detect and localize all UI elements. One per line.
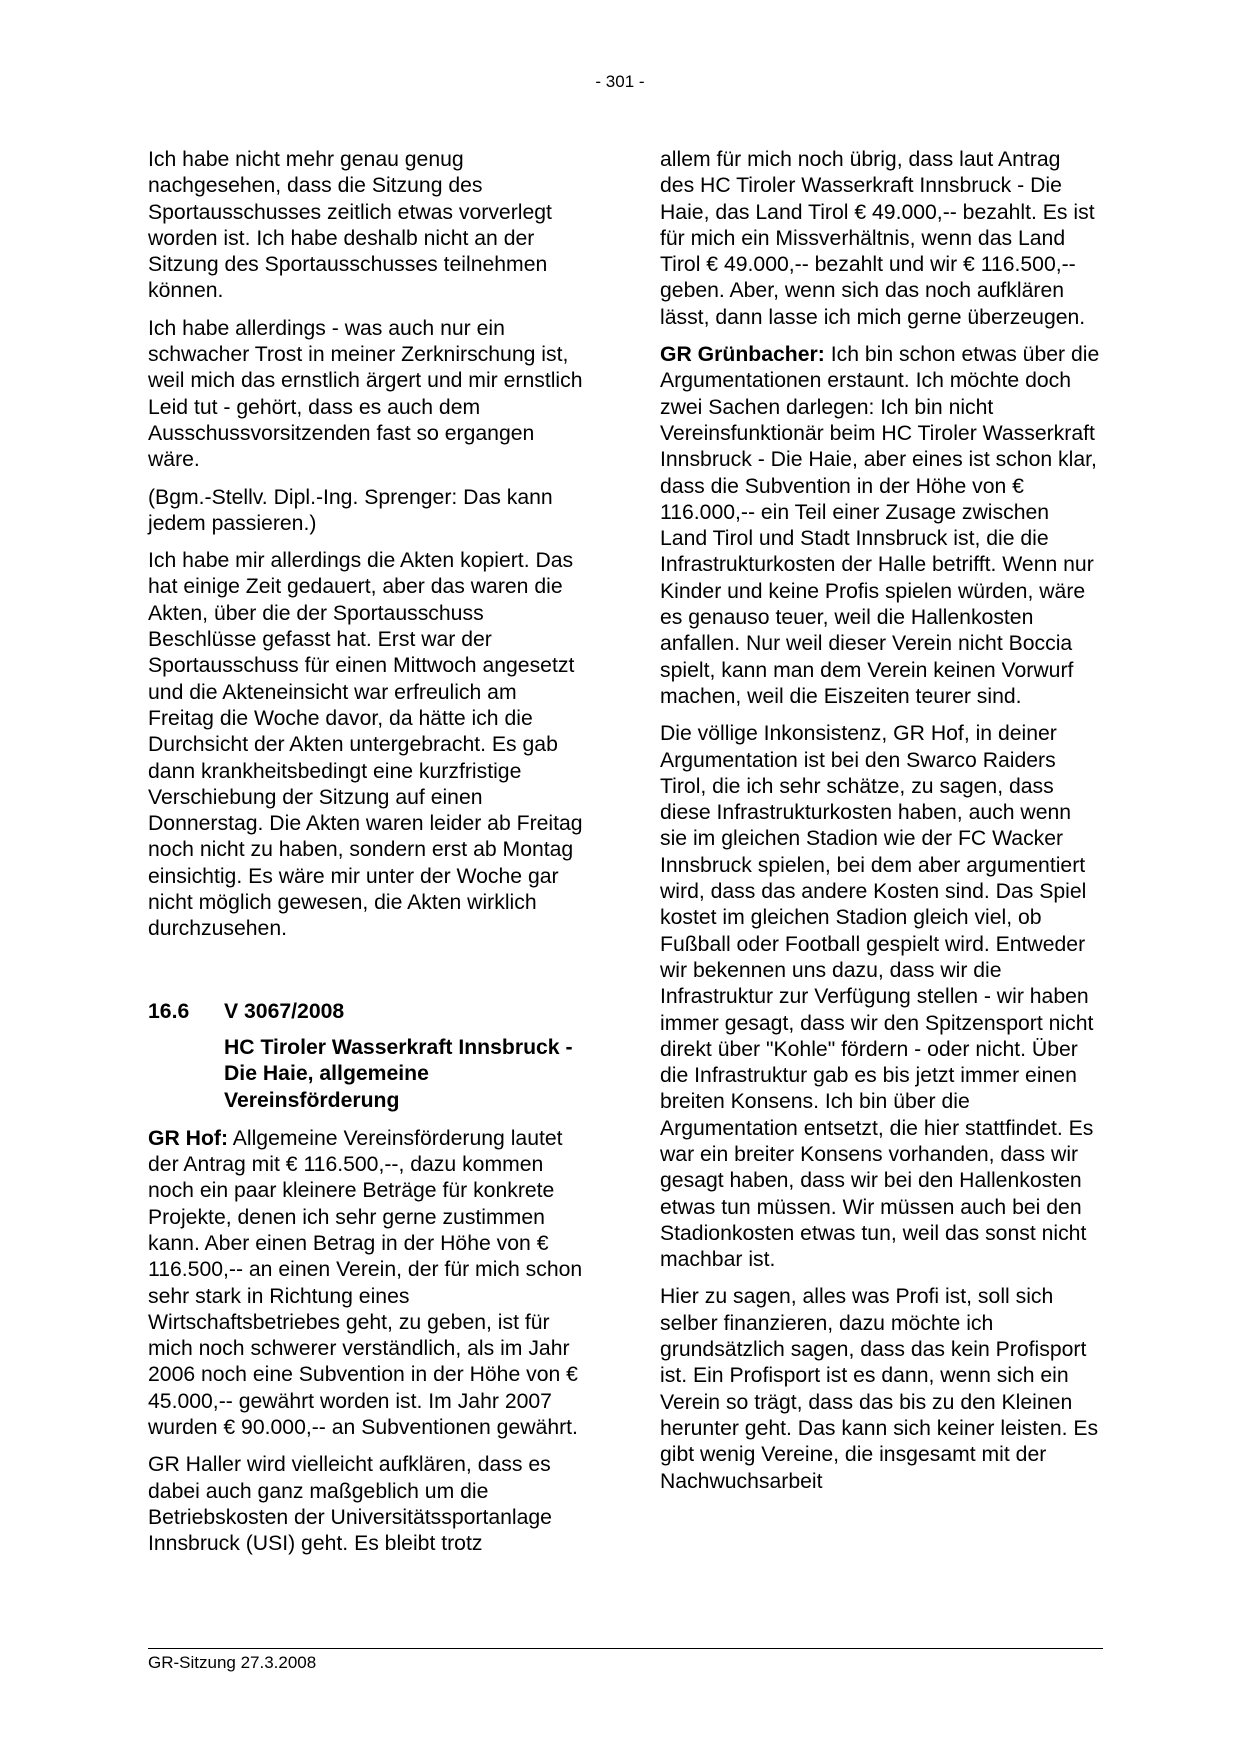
paragraph: Die völlige Inkonsistenz, GR Hof, in deiner Argumentation ist bei den Swarco Raiders Tirol, die ich sehr schätze, zu sagen, dass diese Infrastrukturkosten haben, auch wenn sie im gleichen Stadion wie der FC Wacker Innsbruck spielen, bei dem aber argumentiert wird, dass das andere Kosten sind. Das Spiel kostet im gleichen Stadion gleich viel, ob Fußball oder Football gespielt wird. Entweder wir bekennen uns dazu, dass wir die Infrastruktur zur Verfügung stellen - wir haben immer gesagt, dass wir den Spitzensport nicht direkt über "Kohle" fördern - oder nicht. Über die Infrastruktur gab es bis jetzt immer einen breiten Konsens. Ich bin über die Argumentation entsetzt, die hier stattfindet. Es war ein breiter Konsens vorhanden, dass wir gesagt haben, dass wir bei den Hallenkosten etwas tun müssen. Wir müssen auch bei den Stadionkosten etwas tun, weil das sonst nicht machbar ist. bbox=[660, 722, 1094, 1272]
interjection-paragraph: (Bgm.-Stellv. Dipl.-Ing. Sprenger: Das kann jedem passieren.) bbox=[148, 485, 553, 535]
speech-text: Ich bin schon etwas über die Argumentationen erstaunt. Ich möchte doch zwei Sachen darlegen: Ich bin nicht Vereinsfunktionär beim HC Tiroler Wasserkraft Innsbruck - Die Haie, aber eines ist schon klar, dass die Subvention in der Höhe von € 116.000,-- ein Teil einer Zusage zwischen Land Tirol und Stadt Innsbruck ist, die die Infrastrukturkosten der Halle betrifft. Wenn nur Kinder und keine Profis spielen würden, wäre es genauso teuer, weil die Hallenkosten anfallen. Nur weil dieser Verein nicht Boccia spielt, kann man dem Verein keinen Vorwurf machen, weil die Eiszeiten teurer sind. bbox=[660, 343, 1100, 708]
page-number: - 301 - bbox=[595, 72, 645, 91]
agenda-item-reference: V 3067/2008 bbox=[224, 999, 345, 1023]
agenda-item-title: HC Tiroler Wasserkraft Innsbruck - Die Haie, allgemeine Vereinsförderung bbox=[224, 1035, 573, 1112]
paragraph: GR Haller wird vielleicht aufklären, dass es dabei auch ganz maßgeblich um die Betriebskosten der Universitätssportanlage Innsbruck (USI) geht. Es bleibt trotz bbox=[148, 1453, 552, 1556]
paragraph: Ich habe nicht mehr genau genug nachgesehen, dass die Sitzung des Sportausschusses zeitlich etwas vorverlegt worden ist. Ich habe deshalb nicht an der Sitzung des Sportausschusses teilnehmen können. bbox=[148, 148, 552, 303]
speaker-name: GR Grünbacher: bbox=[660, 343, 825, 367]
speaker-name: GR Hof: bbox=[148, 1126, 229, 1150]
footer-text: GR-Sitzung 27.3.2008 bbox=[148, 1653, 317, 1672]
paragraph: Hier zu sagen, alles was Profi ist, soll sich selber finanzieren, dazu möchte ich grundsätzlich sagen, dass das kein Profisport ist. Ein Profisport ist es dann, wenn sich ein Verein so trägt, dass das bis zu den Kleinen herunter geht. Das kann sich keiner leisten. Es gibt wenig Vereine, die insgesamt mit der Nachwuchsarbeit bbox=[660, 1285, 1099, 1493]
agenda-item-number: 16.6 bbox=[148, 999, 190, 1023]
agenda-item-heading bbox=[148, 999, 588, 1114]
speech-text: Allgemeine Vereinsförderung lautet der Antrag mit € 116.500,--, dazu kommen noch ein paar kleinere Beträge für konkrete Projekte, denen ich sehr gerne zustimmen kann. Aber einen Betrag in der Höhe von € 116.500,-- an einen Verein, der für mich schon sehr stark in Richtung eines Wirtschaftsbetriebes geht, zu geben, ist für mich noch schwerer verständlich, als im Jahr 2006 noch eine Subvention in der Höhe von € 45.000,-- gewährt worden ist. Im Jahr 2007 wurden € 90.000,-- an Subventionen gewährt. bbox=[148, 1126, 583, 1440]
paragraph: Ich habe mir allerdings die Akten kopiert. Das hat einige Zeit gedauert, aber das waren die Akten, über die der Sportausschuss Beschlüsse gefasst hat. Erst war der Sportausschuss für einen Mittwoch angesetzt und die Akteneinsicht war erfreulich am Freitag die Woche davor, da hätte ich die Durchsicht der Akten untergebracht. Es gab dann krankheitsbedingt eine kurzfristige Verschiebung der Sitzung auf einen Donnerstag. Die Akten waren leider ab Freitag noch nicht zu haben, sondern erst ab Montag einsichtig. Es wäre mir unter der Woche gar nicht möglich gewesen, die Akten wirklich durchzusehen. bbox=[148, 549, 583, 941]
right-column bbox=[660, 147, 1100, 1506]
speech-paragraph bbox=[660, 342, 1100, 710]
speech-paragraph bbox=[148, 1126, 588, 1442]
paragraph: Ich habe allerdings - was auch nur ein schwacher Trost in meiner Zerknirschung ist, weil mich das ernstlich ärgert und mir ernstlich Leid tut - gehört, dass es auch dem Ausschussvorsitzenden fast so ergangen wäre. bbox=[148, 316, 583, 472]
paragraph: allem für mich noch übrig, dass laut Antrag des HC Tiroler Wasserkraft Innsbruck - Die Haie, das Land Tirol € 49.000,-- bezahlt. Es ist für mich ein Missverhältnis, wenn das Land Tirol € 49.000,-- bezahlt und wir € 116.500,-- geben. Aber, wenn sich das noch aufklären lässt, dann lasse ich mich gerne überzeugen. bbox=[660, 148, 1095, 329]
footer-divider bbox=[148, 1648, 1103, 1649]
left-column bbox=[148, 147, 588, 1569]
